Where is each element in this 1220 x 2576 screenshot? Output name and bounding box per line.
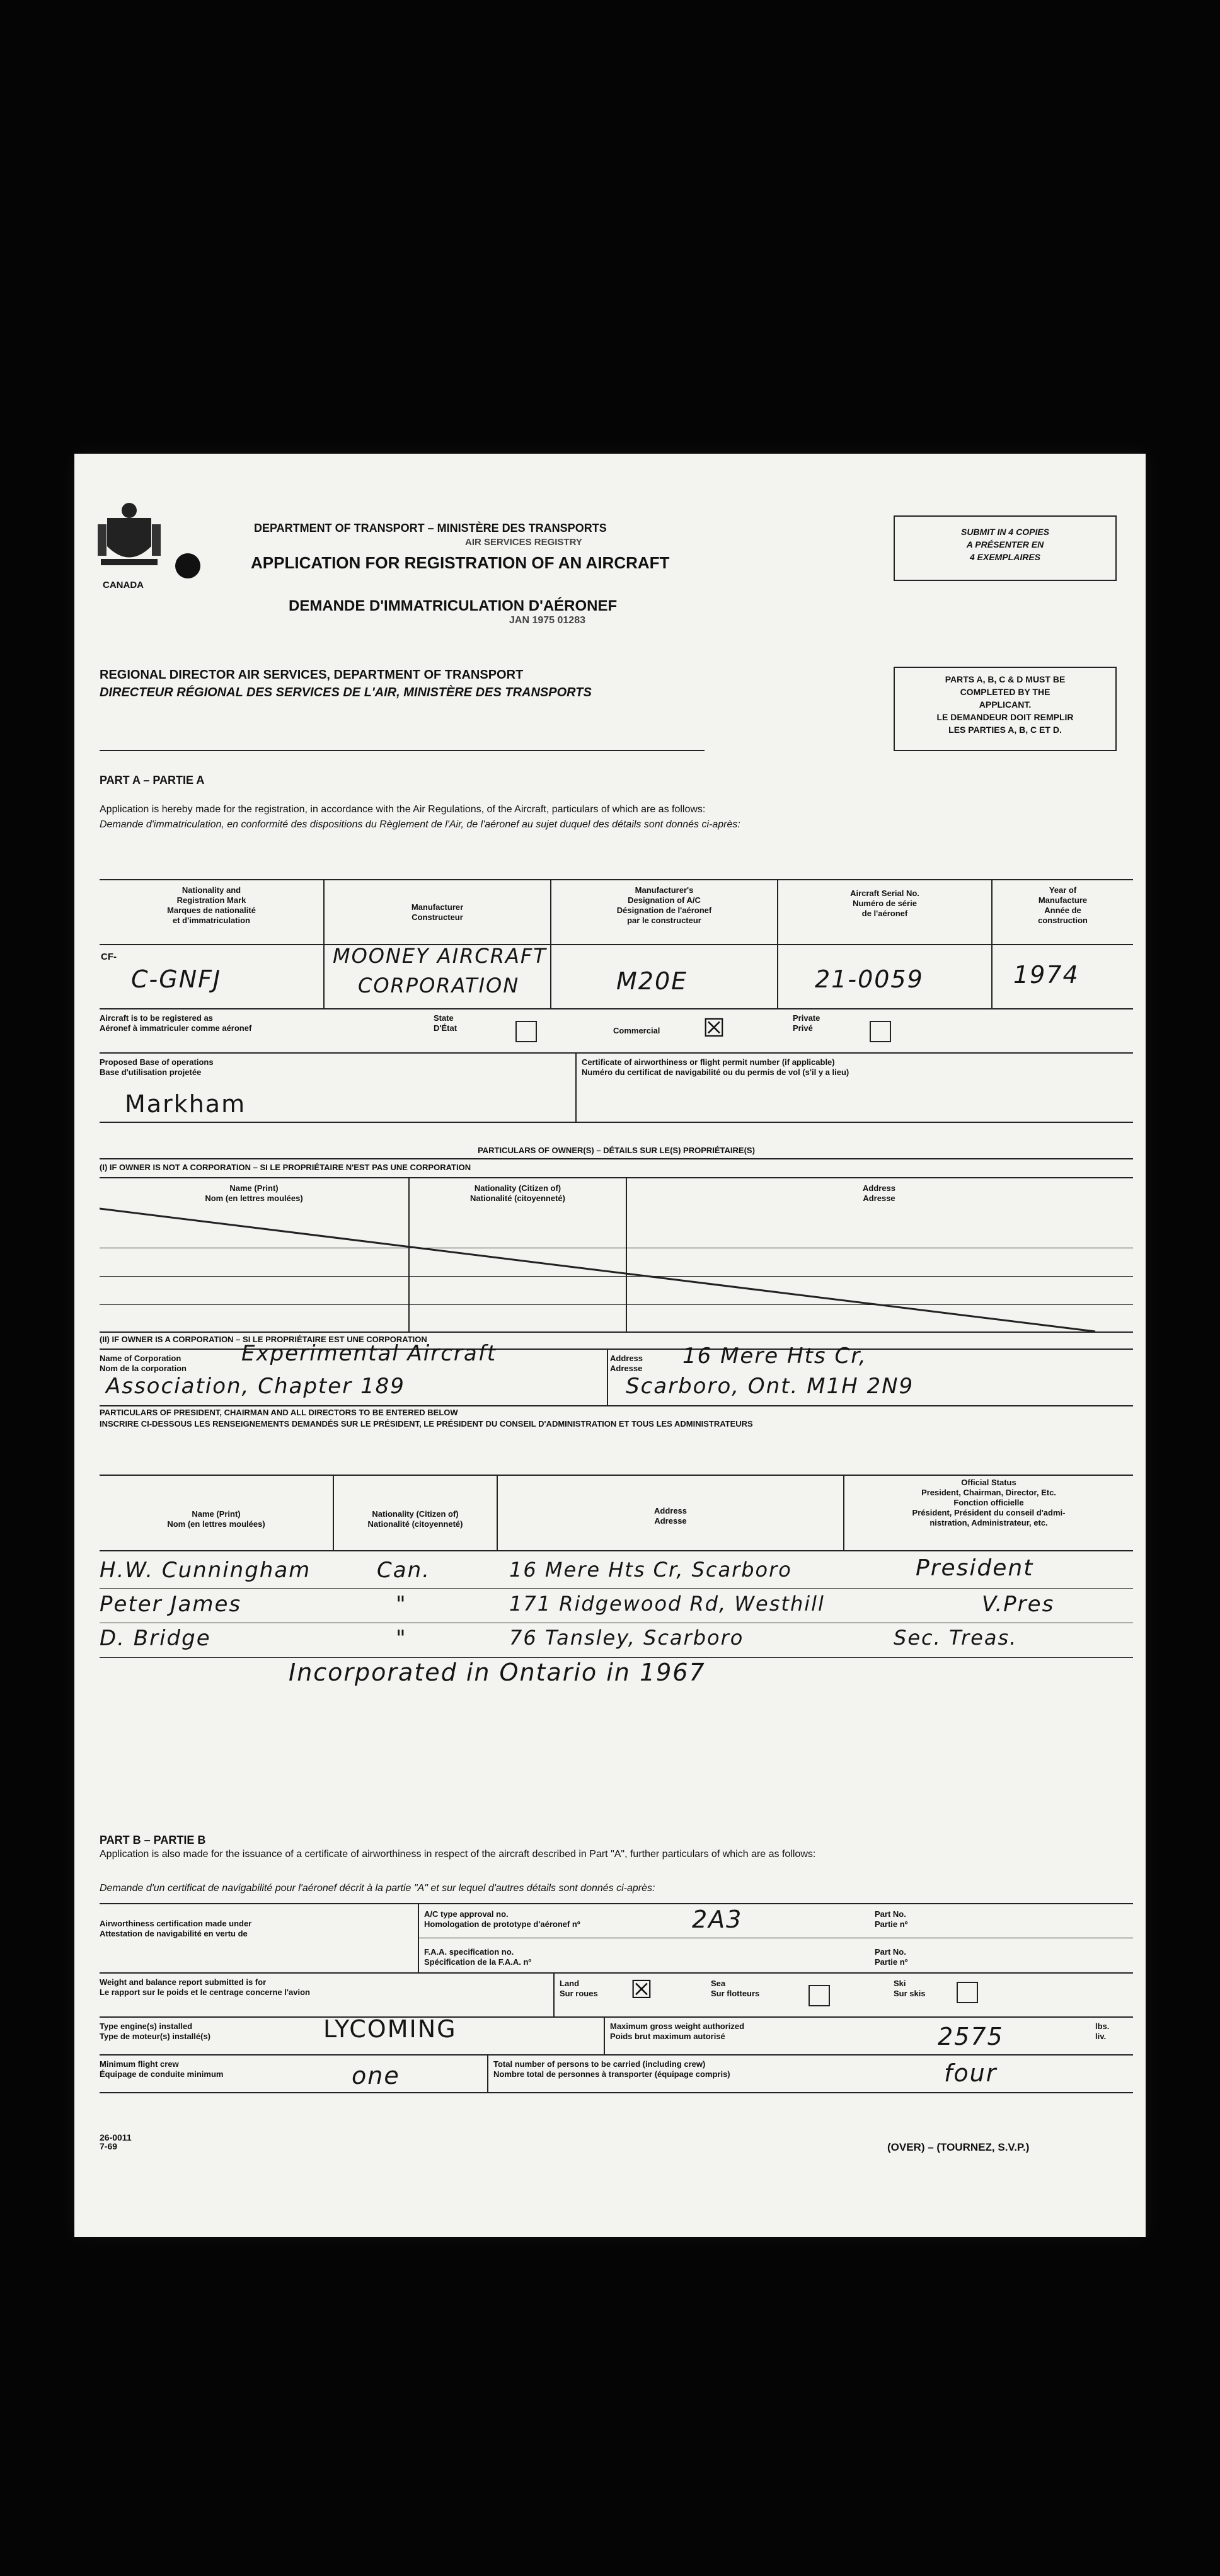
owners-heading: PARTICULARS OF OWNER(S) – DÉTAILS SUR LE(S) PROPRIÉTAIRE(S) [478, 1146, 755, 1155]
owner-name-col: Name (Print) Nom (en lettres moulées) [205, 1183, 303, 1203]
part-b-intro-en: Application is also made for the issuance of a certificate of airworthiness in respect of the aircraft described in Part "A", further particulars of which are as follows: [100, 1849, 816, 1860]
col-year: Year of Manufacture Année de construction [1038, 885, 1088, 925]
part-b-intro-fr: Demande d'un certificat de navigabilité pour l'aéronef décrit à la partie "A" et sur lequel d'autres détails sont donnés ci-après: [100, 1883, 655, 1894]
director-name: D. Bridge [100, 1626, 211, 1651]
over-note: (OVER) – (TOURNEZ, S.V.P.) [887, 2141, 1030, 2153]
director-en: REGIONAL DIRECTOR AIR SERVICES, DEPARTMENT OF TRANSPORT [100, 668, 524, 682]
commercial-label: Commercial [613, 1026, 660, 1035]
part-a-intro-fr: Demande d'immatriculation, en conformité des dispositions du Règlement de l'Air, de l'aéronef au sujet duquel des détails sont donnés ci-après: [100, 819, 740, 830]
persons-value: four [944, 2059, 998, 2087]
col-serial: Aircraft Serial No. Numéro de série de l'aéronef [850, 888, 919, 918]
dir-status-col: Official Status President, Chairman, Director, Etc. Fonction officielle Président, Président du conseil d'admi- nistration, Administrateur, etc. [912, 1478, 1066, 1527]
dir-addr-col: Address Adresse [653, 1506, 688, 1526]
crew-value: one [352, 2062, 400, 2090]
director-name: H.W. Cunningham [100, 1558, 311, 1583]
state-checkbox[interactable] [515, 1021, 537, 1042]
dir-name-col: Name (Print) Nom (en lettres moulées) [167, 1509, 265, 1529]
directors-heading-fr: INSCRIRE CI-DESSOUS LES RENSEIGNEMENTS DEMANDÉS SUR LE PRÉSIDENT, LE PRÉSIDENT DU CONSEIL D'ADMINISTRATION ET TOUS LES ADMINISTRATEURS [100, 1419, 753, 1429]
ski-checkbox[interactable] [957, 1982, 978, 2003]
not-corp-heading: (I) IF OWNER IS NOT A CORPORATION – SI LE PROPRIÉTAIRE N'EST PAS UNE CORPORATION [100, 1163, 471, 1172]
corp-addr-label: Address Adresse [610, 1354, 643, 1373]
persons-label: Total number of persons to be carried (including crew) Nombre total de personnes à transporter (équipage compris) [493, 2059, 730, 2079]
director-addr: 16 Mere Hts Cr, Scarboro [509, 1558, 792, 1582]
directors-heading-en: PARTICULARS OF PRESIDENT, CHAIRMAN AND ALL DIRECTORS TO BE ENTERED BELOW [100, 1408, 458, 1417]
corp-addr-value-2: Scarboro, Ont. M1H 2N9 [626, 1374, 914, 1399]
base-value: Markham [125, 1090, 246, 1118]
sea-label: Sea Sur flotteurs [711, 1979, 760, 1998]
sea-checkbox[interactable] [809, 1985, 830, 2006]
land-checkbox[interactable]: ☒ [630, 1976, 653, 2004]
submit-box: SUBMIT IN 4 COPIES A PRÉSENTER EN 4 EXEMPLAIRES [960, 527, 1050, 562]
director-nat: Can. [377, 1558, 430, 1583]
director-status: V.Pres [982, 1592, 1055, 1617]
state-label: State D'État [434, 1013, 457, 1033]
part-no-1-label: Part No. Partie nº [875, 1909, 908, 1929]
corp-addr-value-1: 16 Mere Hts Cr, [682, 1343, 867, 1369]
year-value: 1974 [1013, 961, 1079, 989]
part-a-heading: PART A – PARTIE A [100, 774, 205, 786]
date-stamp: JAN 1975 01283 [509, 615, 585, 626]
strike-through-line [100, 1177, 1133, 1335]
col-designation: Manufacturer's Designation of A/C Désignation de l'aéronef par le constructeur [616, 885, 712, 925]
dept-title: DEPARTMENT OF TRANSPORT – MINISTÈRE DES TRANSPORTS [254, 522, 607, 534]
commercial-checkbox[interactable]: ☒ [703, 1015, 725, 1042]
part-a-intro-en: Application is hereby made for the registration, in accordance with the Air Regulations, of the Aircraft, particulars of which are as follows: [100, 804, 706, 815]
ski-label: Ski Sur skis [894, 1979, 926, 1998]
cf-prefix: CF- [101, 952, 117, 962]
corp-name-label: Name of Corporation Nom de la corporation [100, 1354, 187, 1373]
dir-nat-col: Nationality (Citizen of) Nationalité (citoyenneté) [367, 1509, 463, 1529]
base-label: Proposed Base of operations Base d'utilisation projetée [100, 1057, 214, 1077]
title-en: APPLICATION FOR REGISTRATION OF AN AIRCRAFT [251, 553, 670, 572]
private-label: Private Privé [793, 1013, 820, 1033]
incorporated-note: Incorporated in Ontario in 1967 [289, 1659, 706, 1686]
owner-addr-col: Address Adresse [862, 1183, 896, 1203]
canada-crest-icon [95, 499, 164, 575]
ac-type-label: A/C type approval no. Homologation de prototype d'aéronef nº [424, 1909, 580, 1929]
form-page [74, 454, 1146, 2237]
faa-label: F.A.A. specification no. Spécification de la F.A.A. nº [424, 1947, 532, 1967]
manufacturer-value-1: MOONEY AIRCRAFT [333, 944, 547, 968]
corp-name-value-2: Association, Chapter 189 [106, 1374, 405, 1399]
corp-name-value-1: Experimental Aircraft [241, 1341, 497, 1366]
reg-mark-value: C-GNFJ [131, 965, 222, 993]
airworth-label: Airworthiness certification made under Attestation de navigabilité en vertu de [100, 1919, 252, 1938]
director-addr: 171 Ridgewood Rd, Westhill [509, 1592, 825, 1616]
ac-type-value: 2A3 [692, 1906, 743, 1933]
lbs-label: lbs. liv. [1095, 2021, 1110, 2041]
engine-value: LYCOMING [323, 2015, 457, 2043]
wb-label: Weight and balance report submitted is for Le rapport sur le poids et le centrage concerne l'avion [100, 1977, 310, 1997]
title-fr: DEMANDE D'IMMATRICULATION D'AÉRONEF [289, 597, 618, 614]
director-status: President [916, 1555, 1034, 1581]
ink-dot [175, 553, 200, 578]
part-b-heading: PART B – PARTIE B [100, 1834, 206, 1846]
engine-label: Type engine(s) installed Type de moteur(s) installé(s) [100, 2021, 211, 2041]
col-nationality: Nationality and Registration Mark Marques de nationalité et d'immatriculation [167, 885, 256, 925]
private-checkbox[interactable] [870, 1021, 891, 1042]
crew-label: Minimum flight crew Équipage de conduite minimum [100, 2059, 224, 2079]
country-label: CANADA [103, 580, 144, 590]
form-number: 26-0011 7-69 [100, 2132, 132, 2151]
part-no-2-label: Part No. Partie nº [875, 1947, 908, 1967]
is-corp-heading: (II) IF OWNER IS A CORPORATION – SI LE PROPRIÉTAIRE EST UNE CORPORATION [100, 1335, 427, 1344]
serial-value: 21-0059 [815, 965, 924, 993]
registry-stamp: AIR SERVICES REGISTRY [465, 537, 582, 548]
manufacturer-value-2: CORPORATION [358, 974, 520, 998]
coa-label: Certificate of airworthiness or flight permit number (if applicable) Numéro du certificat de navigabilité ou du permis de vol (s'il y a lieu) [582, 1057, 849, 1077]
director-nat: " [396, 1626, 407, 1651]
owner-nat-col: Nationality (Citizen of) Nationalité (citoyenneté) [470, 1183, 565, 1203]
land-label: Land Sur roues [560, 1979, 598, 1998]
director-fr: DIRECTEUR RÉGIONAL DES SERVICES DE L'AIR, MINISTÈRE DES TRANSPORTS [100, 686, 592, 699]
designation-value: M20E [616, 967, 688, 995]
director-status: Sec. Treas. [894, 1626, 1018, 1650]
mgw-value: 2575 [938, 2023, 1004, 2050]
mgw-label: Maximum gross weight authorized Poids brut maximum autorisé [610, 2021, 745, 2041]
director-nat: " [396, 1592, 407, 1617]
director-name: Peter James [100, 1592, 242, 1617]
col-manufacturer: Manufacturer Constructeur [411, 902, 464, 922]
registered-as-label: Aircraft is to be registered as Aéronef à immatriculer comme aéronef [100, 1013, 252, 1033]
director-addr: 76 Tansley, Scarboro [509, 1626, 744, 1650]
parts-box: PARTS A, B, C & D MUST BE COMPLETED BY THE APPLICANT. LE DEMANDEUR DOIT REMPLIR LES PARTIES A, B, C ET D. [936, 674, 1074, 735]
